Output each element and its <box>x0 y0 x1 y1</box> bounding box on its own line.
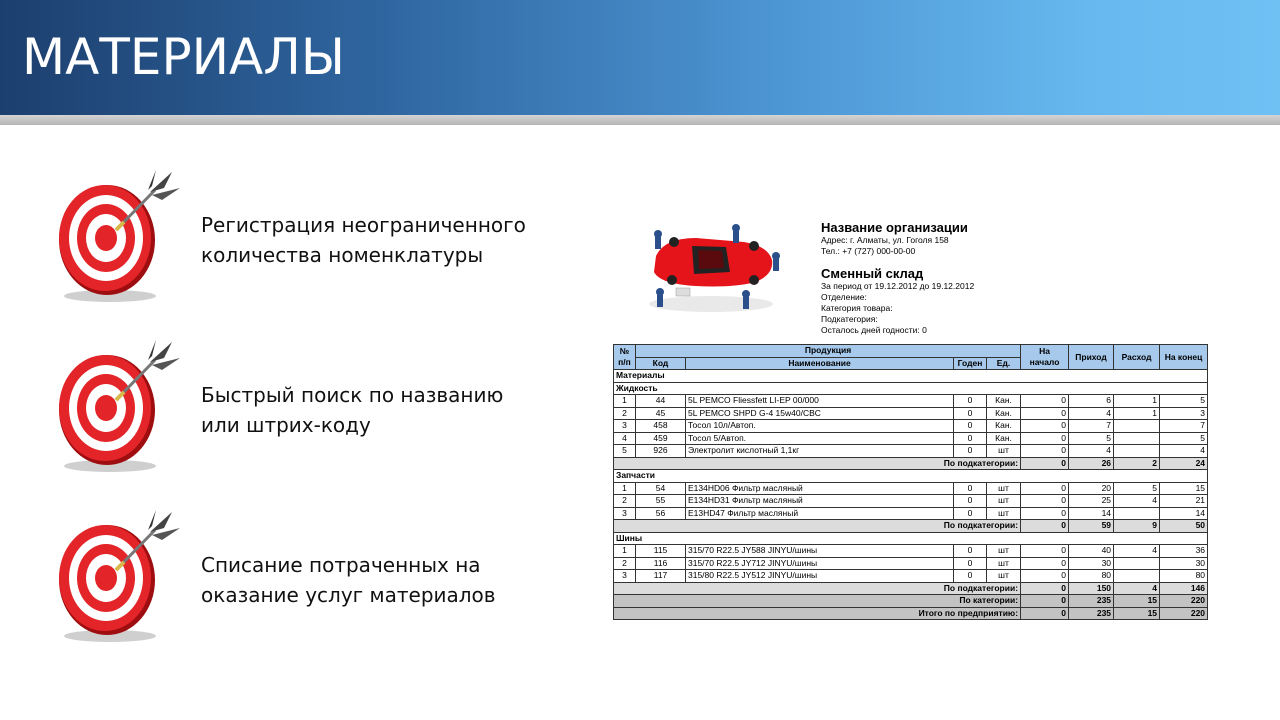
cell-income: 4 <box>1069 407 1114 420</box>
cell-income: 40 <box>1069 545 1114 558</box>
subcategory-label: Жидкость <box>614 382 1208 395</box>
subtotal-value: 0 <box>1021 520 1069 533</box>
total-value: 235 <box>1069 607 1114 620</box>
table-header-row <box>614 345 1208 358</box>
table-row <box>614 407 1208 420</box>
cell-code: 115 <box>636 545 686 558</box>
cell-start: 0 <box>1021 420 1069 433</box>
title-banner <box>0 0 1280 115</box>
col-name: Наименование <box>686 357 954 370</box>
cell-code: 55 <box>636 495 686 508</box>
subtotal-value: 4 <box>1114 582 1160 595</box>
cell-end: 4 <box>1160 445 1208 458</box>
report-days-left: Осталось дней годности: 0 <box>821 325 927 335</box>
cell-income: 20 <box>1069 482 1114 495</box>
cell-unit: шт <box>987 557 1021 570</box>
cell-name: Тосол 10л/Автоп. <box>686 420 954 433</box>
total-value: 220 <box>1160 595 1208 608</box>
cell-income: 6 <box>1069 395 1114 408</box>
cell-income: 14 <box>1069 507 1114 520</box>
cell-code: 926 <box>636 445 686 458</box>
cell-expense <box>1114 445 1160 458</box>
cell-unit: шт <box>987 445 1021 458</box>
section-label: Материалы <box>614 370 1208 383</box>
report-org-info <box>821 220 974 336</box>
cell-unit: Кан. <box>987 432 1021 445</box>
total-value: 220 <box>1160 607 1208 620</box>
cell-code: 117 <box>636 570 686 583</box>
cell-expense <box>1114 420 1160 433</box>
cell-name: E134HD06 Фильтр масляный <box>686 482 954 495</box>
cell-name: 315/70 R22.5 JY712 JINYU/шины <box>686 557 954 570</box>
table-row <box>614 507 1208 520</box>
subtotal-value: 24 <box>1160 457 1208 470</box>
cell-name: E134HD31 Фильтр масляный <box>686 495 954 508</box>
cell-start: 0 <box>1021 407 1069 420</box>
cell-valid: 0 <box>954 432 987 445</box>
cell-income: 25 <box>1069 495 1114 508</box>
org-address: Адрес: г. Алматы, ул. Гоголя 158 <box>821 235 949 245</box>
table-row <box>614 495 1208 508</box>
cell-end: 21 <box>1160 495 1208 508</box>
cell-start: 0 <box>1021 557 1069 570</box>
subtotal-value: 0 <box>1021 582 1069 595</box>
cell-name: Электролит кислотный 1,1кг <box>686 445 954 458</box>
subcategory-label: Запчасти <box>614 470 1208 483</box>
cell-code: 459 <box>636 432 686 445</box>
cell-unit: шт <box>987 482 1021 495</box>
cell-income: 5 <box>1069 432 1114 445</box>
col-income: Приход <box>1069 345 1114 370</box>
total-value: 235 <box>1069 595 1114 608</box>
cell-valid: 0 <box>954 570 987 583</box>
cell-name: 5L PEMCO Fliessfett LI-EP 00/000 <box>686 395 954 408</box>
report-department: Отделение: <box>821 292 867 302</box>
cell-start: 0 <box>1021 570 1069 583</box>
cell-start: 0 <box>1021 482 1069 495</box>
table-body <box>614 370 1208 620</box>
total-value: 0 <box>1021 607 1069 620</box>
cell-end: 80 <box>1160 570 1208 583</box>
total-value: 15 <box>1114 595 1160 608</box>
cell-unit: шт <box>987 507 1021 520</box>
subtotal-value: 2 <box>1114 457 1160 470</box>
cell-expense: 4 <box>1114 545 1160 558</box>
cell-end: 5 <box>1160 432 1208 445</box>
cell-start: 0 <box>1021 445 1069 458</box>
subcategory-label: Шины <box>614 532 1208 545</box>
cell-expense: 5 <box>1114 482 1160 495</box>
cell-expense <box>1114 507 1160 520</box>
subtotal-row <box>614 457 1208 470</box>
cell-valid: 0 <box>954 545 987 558</box>
total-label: По категории: <box>614 595 1021 608</box>
cell-num: 3 <box>614 420 636 433</box>
table-row <box>614 482 1208 495</box>
cell-end: 30 <box>1160 557 1208 570</box>
cell-num: 1 <box>614 545 636 558</box>
cell-valid: 0 <box>954 507 987 520</box>
subtotal-value: 0 <box>1021 457 1069 470</box>
col-code: Код <box>636 357 686 370</box>
col-valid: Годен <box>954 357 987 370</box>
cell-code: 458 <box>636 420 686 433</box>
subcategory-row <box>614 382 1208 395</box>
subtotal-value: 50 <box>1160 520 1208 533</box>
cell-valid: 0 <box>954 495 987 508</box>
cell-code: 116 <box>636 557 686 570</box>
bullet-text-line1: Регистрация неограниченного <box>201 213 526 237</box>
subtotal-value: 150 <box>1069 582 1114 595</box>
cell-end: 7 <box>1160 420 1208 433</box>
cell-name: 5L PEMCO SHPD G-4 15w40/CBC <box>686 407 954 420</box>
report-period: За период от 19.12.2012 до 19.12.2012 <box>821 281 975 291</box>
cell-end: 5 <box>1160 395 1208 408</box>
cell-expense <box>1114 432 1160 445</box>
cell-unit: шт <box>987 570 1021 583</box>
table-row <box>614 557 1208 570</box>
cell-code: 45 <box>636 407 686 420</box>
table-row <box>614 445 1208 458</box>
subtotal-value: 9 <box>1114 520 1160 533</box>
org-name: Название организации <box>821 220 968 235</box>
subtotal-label: По подкатегории: <box>614 457 1021 470</box>
cell-valid: 0 <box>954 407 987 420</box>
cell-end: 14 <box>1160 507 1208 520</box>
col-num: № п/п <box>614 345 636 370</box>
cell-num: 3 <box>614 507 636 520</box>
cell-valid: 0 <box>954 445 987 458</box>
bullet-text-line2: количества номенклатуры <box>201 243 484 267</box>
cell-name: 315/70 R22.5 JY588 JINYU/шины <box>686 545 954 558</box>
bullet-text-line1: Быстрый поиск по названию <box>201 383 504 407</box>
cell-valid: 0 <box>954 420 987 433</box>
cell-expense <box>1114 557 1160 570</box>
col-unit: Ед. <box>987 357 1021 370</box>
cell-num: 5 <box>614 445 636 458</box>
target-dart-icon <box>52 170 182 305</box>
warehouse-report-table <box>613 344 1208 620</box>
cell-unit: шт <box>987 545 1021 558</box>
subtotal-value: 26 <box>1069 457 1114 470</box>
report-category: Категория товара: <box>821 303 893 313</box>
cell-num: 3 <box>614 570 636 583</box>
cell-unit: Кан. <box>987 395 1021 408</box>
cell-start: 0 <box>1021 545 1069 558</box>
subtotal-label: По подкатегории: <box>614 520 1021 533</box>
total-label: Итого по предприятию: <box>614 607 1021 620</box>
report-subcategory: Подкатегория: <box>821 314 878 324</box>
subtotal-label: По подкатегории: <box>614 582 1021 595</box>
category-total-row <box>614 595 1208 608</box>
cell-expense <box>1114 570 1160 583</box>
table-row <box>614 420 1208 433</box>
subtotal-row <box>614 582 1208 595</box>
cell-end: 36 <box>1160 545 1208 558</box>
cell-num: 2 <box>614 407 636 420</box>
slide-title: МАТЕРИАЛЫ <box>22 28 345 86</box>
title-divider <box>0 115 1280 125</box>
report-title: Сменный склад <box>821 266 924 281</box>
cell-unit: шт <box>987 495 1021 508</box>
bullet-text-line2: или штрих-коду <box>201 413 371 437</box>
cell-num: 2 <box>614 557 636 570</box>
col-end: На конец <box>1160 345 1208 370</box>
subcategory-row <box>614 470 1208 483</box>
cell-name: 315/80 R22.5 JY512 JINYU/шины <box>686 570 954 583</box>
cell-income: 4 <box>1069 445 1114 458</box>
cell-income: 30 <box>1069 557 1114 570</box>
cell-expense: 1 <box>1114 395 1160 408</box>
subtotal-value: 146 <box>1160 582 1208 595</box>
col-expense: Расход <box>1114 345 1160 370</box>
cell-name: E13HD47 Фильтр масляный <box>686 507 954 520</box>
table-row <box>614 570 1208 583</box>
target-dart-icon <box>52 340 182 475</box>
cell-start: 0 <box>1021 432 1069 445</box>
cell-start: 0 <box>1021 495 1069 508</box>
cell-valid: 0 <box>954 482 987 495</box>
cell-code: 44 <box>636 395 686 408</box>
cell-num: 1 <box>614 395 636 408</box>
table-row <box>614 432 1208 445</box>
cell-name: Тосол 5/Автоп. <box>686 432 954 445</box>
subcategory-row <box>614 532 1208 545</box>
cell-unit: Кан. <box>987 407 1021 420</box>
bullet-text-line1: Списание потраченных на <box>201 553 481 577</box>
bullet-item <box>52 340 592 480</box>
cell-valid: 0 <box>954 557 987 570</box>
section-row <box>614 370 1208 383</box>
cell-code: 56 <box>636 507 686 520</box>
table-row <box>614 395 1208 408</box>
col-start: На начало <box>1021 345 1069 370</box>
bullet-item <box>52 170 592 310</box>
cell-valid: 0 <box>954 395 987 408</box>
cell-start: 0 <box>1021 395 1069 408</box>
cell-end: 3 <box>1160 407 1208 420</box>
cell-end: 15 <box>1160 482 1208 495</box>
bullet-item <box>52 510 592 650</box>
company-total-row <box>614 607 1208 620</box>
subtotal-row <box>614 520 1208 533</box>
bullet-text-line2: оказание услуг материалов <box>201 583 496 607</box>
cell-code: 54 <box>636 482 686 495</box>
cell-income: 7 <box>1069 420 1114 433</box>
subtotal-value: 59 <box>1069 520 1114 533</box>
total-value: 15 <box>1114 607 1160 620</box>
col-product: Продукция <box>636 345 1021 358</box>
cell-num: 1 <box>614 482 636 495</box>
cell-start: 0 <box>1021 507 1069 520</box>
cell-income: 80 <box>1069 570 1114 583</box>
org-phone: Тел.: +7 (727) 000-00-00 <box>821 246 916 256</box>
cell-unit: Кан. <box>987 420 1021 433</box>
total-value: 0 <box>1021 595 1069 608</box>
target-dart-icon <box>52 510 182 645</box>
cell-expense: 4 <box>1114 495 1160 508</box>
table-row <box>614 545 1208 558</box>
cell-expense: 1 <box>1114 407 1160 420</box>
car-service-logo <box>636 216 786 316</box>
cell-num: 4 <box>614 432 636 445</box>
cell-num: 2 <box>614 495 636 508</box>
